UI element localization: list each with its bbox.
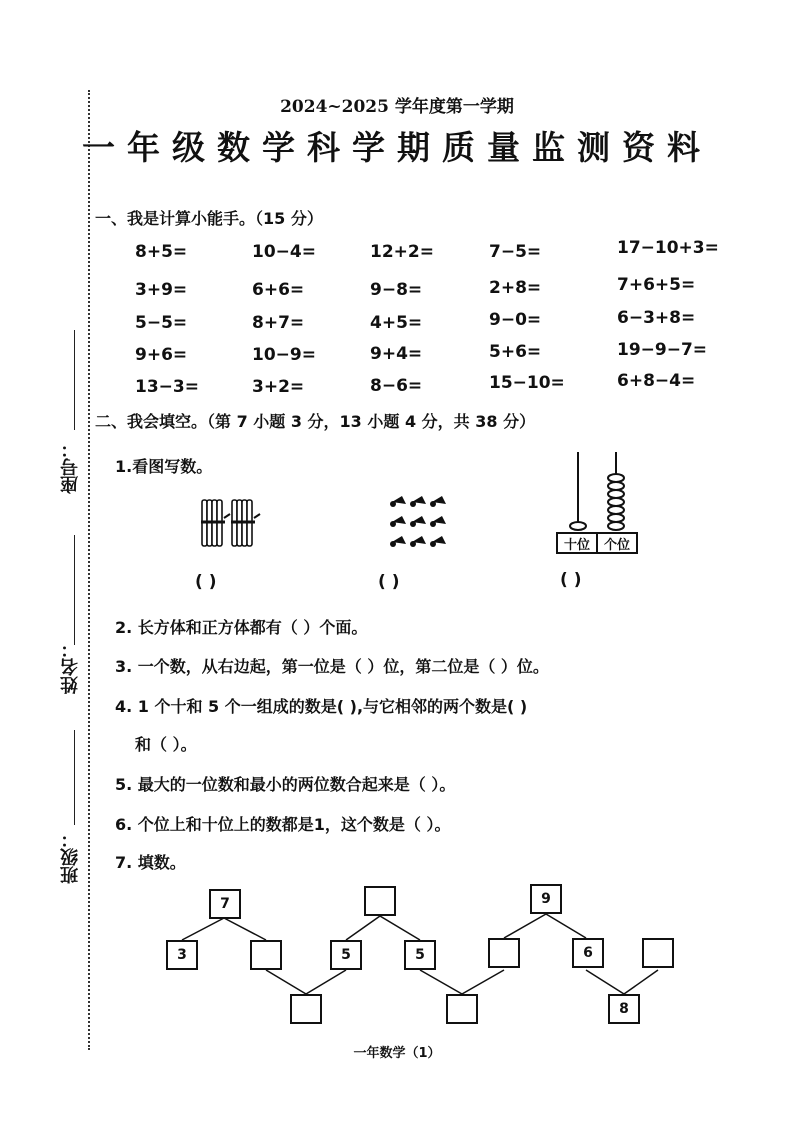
calc-item: 9−0= <box>489 310 542 330</box>
section1-heading: 一、我是计算小能手。（15 分） <box>95 209 323 228</box>
tree-box-left-1: 3 <box>166 940 198 970</box>
tree-box-top-3: 9 <box>530 884 562 914</box>
calc-item: 5+6= <box>489 342 542 362</box>
tree-box-empty[interactable] <box>290 994 322 1024</box>
calc-item: 6−3+8= <box>617 308 696 328</box>
section2-heading: 二、我会填空。（第 7 小题 3 分，13 小题 4 分，共 38 分） <box>95 412 536 431</box>
question-6: 6. 个位上和十位上的数都是1，这个数是（ ）。 <box>115 815 451 834</box>
calc-item: 8−6= <box>370 376 423 396</box>
tree-box-left-last: 6 <box>572 938 604 968</box>
calc-item: 7+6+5= <box>617 275 696 295</box>
question-2: 2. 长方体和正方体都有（ ）个面。 <box>115 618 368 637</box>
calc-item: 2+8= <box>489 278 542 298</box>
tree-box-empty[interactable] <box>446 994 478 1024</box>
question-7: 7. 填数。 <box>115 853 186 872</box>
calc-item: 10−4= <box>252 242 316 262</box>
calc-item: 3+9= <box>135 280 188 300</box>
class-label: 班级： <box>60 830 81 884</box>
abacus-ones-label: 个位 <box>596 532 638 554</box>
tree-box-empty[interactable] <box>250 940 282 970</box>
calc-item: 9+6= <box>135 345 188 365</box>
calc-item: 10−9= <box>252 345 316 365</box>
abacus-tens-label: 十位 <box>556 532 598 554</box>
tree-box-empty[interactable] <box>364 886 396 916</box>
question-4: 4. 1 个十和 5 个一组成的数是( ),与它相邻的两个数是( ) <box>115 697 528 716</box>
term-title: 2024~2025 学年度第一学期 <box>280 97 514 117</box>
calc-item: 9−8= <box>370 280 423 300</box>
tree-box-bottom-3: 8 <box>608 994 640 1024</box>
question-1: 1.看图写数。 <box>115 457 213 476</box>
calc-item: 17−10+3= <box>617 238 719 258</box>
calc-item: 6+6= <box>252 280 305 300</box>
tree-box-left-3: 5 <box>404 940 436 970</box>
answer-paren-sticks: ( ) <box>195 572 217 592</box>
question-3: 3. 一个数，从右边起，第一位是（ ）位，第二位是（ ）位。 <box>115 657 549 676</box>
calc-item: 19−9−7= <box>617 340 708 360</box>
calc-item: 3+2= <box>252 377 305 397</box>
page-footer: 一年数学（1） <box>353 1046 441 1061</box>
calc-item: 8+5= <box>135 242 188 262</box>
calc-item: 12+2= <box>370 242 434 262</box>
calc-item: 6+8−4= <box>617 371 696 391</box>
calc-item: 13−3= <box>135 377 199 397</box>
tree-box-right-2: 5 <box>330 940 362 970</box>
seat-label: 座号： <box>60 440 81 494</box>
tree-box-empty[interactable] <box>642 938 674 968</box>
answer-paren-abacus: ( ) <box>560 570 582 590</box>
tree-box-empty[interactable] <box>488 938 520 968</box>
question-5: 5. 最大的一位数和最小的两位数合起来是（ ）。 <box>115 775 456 794</box>
calc-item: 4+5= <box>370 313 423 333</box>
page-title: 一年级数学科学期质量监测资料 <box>82 128 712 167</box>
calc-item: 5−5= <box>135 313 188 333</box>
calc-item: 15−10= <box>489 373 565 393</box>
tree-box-top-1: 7 <box>209 889 241 919</box>
calc-item: 7−5= <box>489 242 542 262</box>
name-label: 姓名： <box>60 640 81 694</box>
calc-item: 9+4= <box>370 344 423 364</box>
calc-item: 8+7= <box>252 313 305 333</box>
answer-paren-shuttlecocks: ( ) <box>378 572 400 592</box>
question-4-continued: 和（ ）。 <box>135 735 197 754</box>
